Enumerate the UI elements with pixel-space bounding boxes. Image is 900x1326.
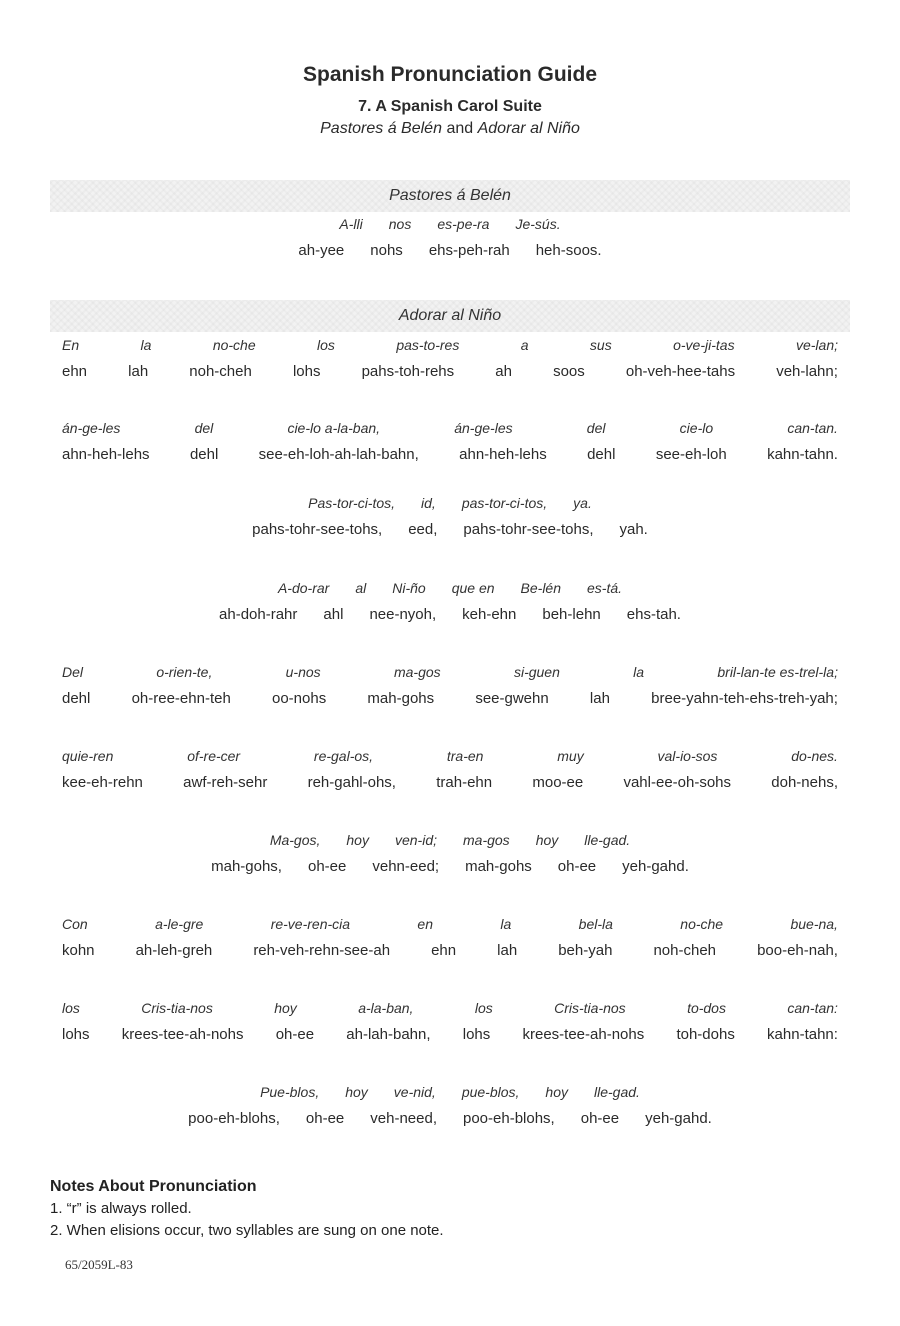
word: Be-lén — [520, 580, 561, 596]
word: Pue-blos, — [260, 1084, 320, 1100]
word: boo-eh-nah, — [757, 942, 838, 959]
pronunciation-line — [62, 1026, 838, 1043]
section-band-adorar — [50, 300, 850, 332]
word: Con — [62, 916, 88, 932]
word: Je-sús. — [515, 216, 561, 232]
word: hoy — [535, 832, 559, 848]
word: bue-na, — [790, 916, 838, 932]
word: see-gwehn — [475, 690, 549, 707]
word: a-le-gre — [155, 916, 204, 932]
pronunciation-line — [50, 1110, 850, 1127]
word: Pas-tor-ci-tos, — [308, 495, 396, 511]
word: hoy — [545, 1084, 568, 1100]
word: ahn-heh-lehs — [62, 446, 150, 463]
word: del — [194, 420, 214, 436]
word: lah — [497, 942, 518, 959]
word: toh-dohs — [676, 1026, 735, 1043]
word: bree-yahn-teh-ehs-treh-yah; — [651, 690, 838, 707]
word: la — [140, 337, 152, 353]
word: no-che — [680, 916, 724, 932]
word: Ni-ño — [392, 580, 426, 596]
word: pahs-tohr-see-tohs, — [463, 521, 594, 538]
word: al — [355, 580, 367, 596]
word: oo-nohs — [272, 690, 327, 707]
word: awf-reh-sehr — [183, 774, 268, 791]
word: yeh-gahd. — [645, 1110, 712, 1127]
subtitle-carol-2: Adorar al Niño — [477, 120, 580, 137]
word: trah-ehn — [436, 774, 493, 791]
spanish-line — [62, 337, 838, 353]
pronunciation-line — [62, 363, 838, 380]
word: veh-lahn; — [776, 363, 838, 380]
word: keh-ehn — [462, 606, 517, 623]
spanish-line — [50, 580, 850, 596]
notes-section — [50, 1176, 850, 1242]
word: to-dos — [687, 1000, 726, 1016]
spanish-line — [50, 1084, 850, 1100]
word: Del — [62, 664, 84, 680]
word: los — [62, 1000, 80, 1016]
word: ehs-tah. — [626, 606, 681, 623]
subtitle-and: and — [446, 120, 474, 137]
note-item: 1. “r” is always rolled. — [50, 1200, 192, 1217]
word: re-ve-ren-cia — [270, 916, 351, 932]
word: sus — [589, 337, 612, 353]
word: en — [417, 916, 433, 932]
word: a-la-ban, — [358, 1000, 414, 1016]
word: nos — [388, 216, 412, 232]
word: Cris-tia-nos — [554, 1000, 626, 1016]
word: reh-veh-rehn-see-ah — [253, 942, 391, 959]
word: nohs — [370, 242, 403, 259]
word: ah-yee — [298, 242, 345, 259]
pronunciation-line — [50, 858, 850, 875]
spanish-line — [62, 748, 838, 764]
note-item: 2. When elisions occur, two syllables are sung on one note. — [50, 1222, 444, 1239]
word: o-rien-te, — [156, 664, 213, 680]
word: dehl — [189, 446, 219, 463]
word: muy — [557, 748, 584, 764]
word: dehl — [62, 690, 91, 707]
word: oh-ee — [580, 1110, 620, 1127]
spanish-line — [50, 495, 850, 511]
word: ahl — [323, 606, 344, 623]
word: mah-gohs — [367, 690, 435, 707]
page-title: Spanish Pronunciation Guide — [302, 63, 598, 86]
word: yeh-gahd. — [622, 858, 689, 875]
word: bril-lan-te es-trel-la; — [717, 664, 838, 680]
word: si-guen — [513, 664, 560, 680]
word: do-nes. — [791, 748, 838, 764]
page-header — [0, 58, 900, 141]
word: ma-gos — [393, 664, 441, 680]
word: oh-ee — [305, 1110, 345, 1127]
word: pue-blos, — [461, 1084, 520, 1100]
word: ve-nid, — [393, 1084, 436, 1100]
word: can-tan: — [787, 1000, 838, 1016]
page-code: 65/2059L-83 — [65, 1257, 133, 1272]
word: ehn — [431, 942, 457, 959]
word: krees-tee-ah-nohs — [121, 1026, 244, 1043]
word: oh-ree-ehn-teh — [131, 690, 231, 707]
word: nee-nyoh, — [369, 606, 437, 623]
word: án-ge-les — [62, 420, 121, 436]
word: oh-ee — [557, 858, 597, 875]
word: hoy — [274, 1000, 297, 1016]
section-band-pastores — [50, 180, 850, 212]
word: dehl — [587, 446, 616, 463]
word: ah-lah-bahn, — [346, 1026, 431, 1043]
word: oh-veh-hee-tahs — [625, 363, 736, 380]
piece-subtitle — [0, 117, 900, 141]
word: veh-need, — [370, 1110, 437, 1127]
word: ahn-heh-lehs — [459, 446, 547, 463]
word: En — [62, 337, 80, 353]
word: lle-gad. — [584, 832, 631, 848]
word: heh-soos. — [535, 242, 602, 259]
word: pas-tor-ci-tos, — [461, 495, 548, 511]
pronunciation-line — [50, 242, 850, 259]
word: ehn — [62, 363, 88, 380]
word: poo-eh-blohs, — [188, 1110, 280, 1127]
word: los — [317, 337, 335, 353]
word: mah-gohs, — [211, 858, 282, 875]
word: moo-ee — [532, 774, 584, 791]
pronunciation-line — [62, 690, 838, 707]
word: lohs — [292, 363, 321, 380]
word: pahs-tohr-see-tohs, — [252, 521, 383, 538]
word: ve-lan; — [795, 337, 838, 353]
word: beh-lehn — [542, 606, 601, 623]
word: la — [633, 664, 645, 680]
word: Cris-tia-nos — [141, 1000, 213, 1016]
spanish-line — [50, 216, 850, 232]
piece-title: 7. A Spanish Carol Suite — [358, 98, 542, 115]
word: ehs-peh-rah — [428, 242, 510, 259]
word: o-ve-ji-tas — [673, 337, 735, 353]
word: kee-eh-rehn — [62, 774, 143, 791]
word: ya. — [573, 495, 592, 511]
word: noh-cheh — [653, 942, 717, 959]
word: doh-nehs, — [771, 774, 838, 791]
word: kohn — [62, 942, 95, 959]
word: lah — [128, 363, 149, 380]
word: can-tan. — [787, 420, 838, 436]
section-title-pastores: Pastores á Belén — [389, 187, 511, 204]
word: see-eh-loh-ah-lah-bahn, — [258, 446, 419, 463]
word: pas-to-res — [396, 337, 460, 353]
word: del — [586, 420, 606, 436]
word: lle-gad. — [594, 1084, 640, 1100]
word: val-io-sos — [657, 748, 718, 764]
word: án-ge-les — [454, 420, 513, 436]
word: ah — [495, 363, 512, 380]
spanish-line — [62, 664, 838, 680]
word: soos — [553, 363, 585, 380]
word: los — [474, 1000, 493, 1016]
word: oh-ee — [275, 1026, 315, 1043]
word: of-re-cer — [187, 748, 241, 764]
word: kahn-tahn: — [767, 1026, 838, 1043]
spanish-line — [62, 916, 838, 932]
word: re-gal-os, — [313, 748, 374, 764]
word: lah — [589, 690, 610, 707]
word: krees-tee-ah-nohs — [522, 1026, 645, 1043]
word: que en — [451, 580, 495, 596]
word: es-pe-ra — [437, 216, 490, 232]
word: u-nos — [285, 664, 321, 680]
word: vehn-eed; — [372, 858, 440, 875]
word: id, — [421, 495, 436, 511]
word: beh-yah — [558, 942, 613, 959]
word: la — [500, 916, 512, 932]
word: Ma-gos, — [269, 832, 321, 848]
word: noh-cheh — [189, 363, 252, 380]
word: kahn-tahn. — [767, 446, 838, 463]
word: lohs — [62, 1026, 90, 1043]
word: pahs-toh-rehs — [361, 363, 455, 380]
word: cie-lo — [679, 420, 714, 436]
word: cie-lo a-la-ban, — [287, 420, 381, 436]
spanish-line — [62, 1000, 838, 1016]
pronunciation-line — [62, 942, 838, 959]
word: A-lli — [339, 216, 363, 232]
spanish-line — [62, 420, 838, 436]
word: lohs — [462, 1026, 491, 1043]
word: hoy — [345, 1084, 368, 1100]
pronunciation-line — [50, 606, 850, 623]
word: mah-gohs — [465, 858, 532, 875]
word: ven-id; — [394, 832, 437, 848]
word: poo-eh-blohs, — [463, 1110, 555, 1127]
word: ah-doh-rahr — [219, 606, 298, 623]
word: oh-ee — [307, 858, 347, 875]
word: es-tá. — [587, 580, 623, 596]
subtitle-carol-1: Pastores á Belén — [320, 120, 442, 137]
notes-title: Notes About Pronunciation — [50, 1178, 257, 1195]
word: a — [520, 337, 529, 353]
word: ah-leh-greh — [135, 942, 213, 959]
word: eed, — [408, 521, 438, 538]
word: A-do-rar — [277, 580, 330, 596]
word: yah. — [619, 521, 648, 538]
pronunciation-line — [50, 521, 850, 538]
word: ma-gos — [463, 832, 510, 848]
pronunciation-line — [62, 446, 838, 463]
spanish-line — [50, 832, 850, 848]
word: hoy — [346, 832, 369, 848]
word: see-eh-loh — [655, 446, 727, 463]
pronunciation-line — [62, 774, 838, 791]
word: quie-ren — [62, 748, 114, 764]
word: no-che — [212, 337, 256, 353]
section-title-adorar: Adorar al Niño — [398, 307, 502, 324]
word: tra-en — [446, 748, 484, 764]
word: reh-gahl-ohs, — [307, 774, 396, 791]
word: bel-la — [578, 916, 613, 932]
word: vahl-ee-oh-sohs — [623, 774, 732, 791]
